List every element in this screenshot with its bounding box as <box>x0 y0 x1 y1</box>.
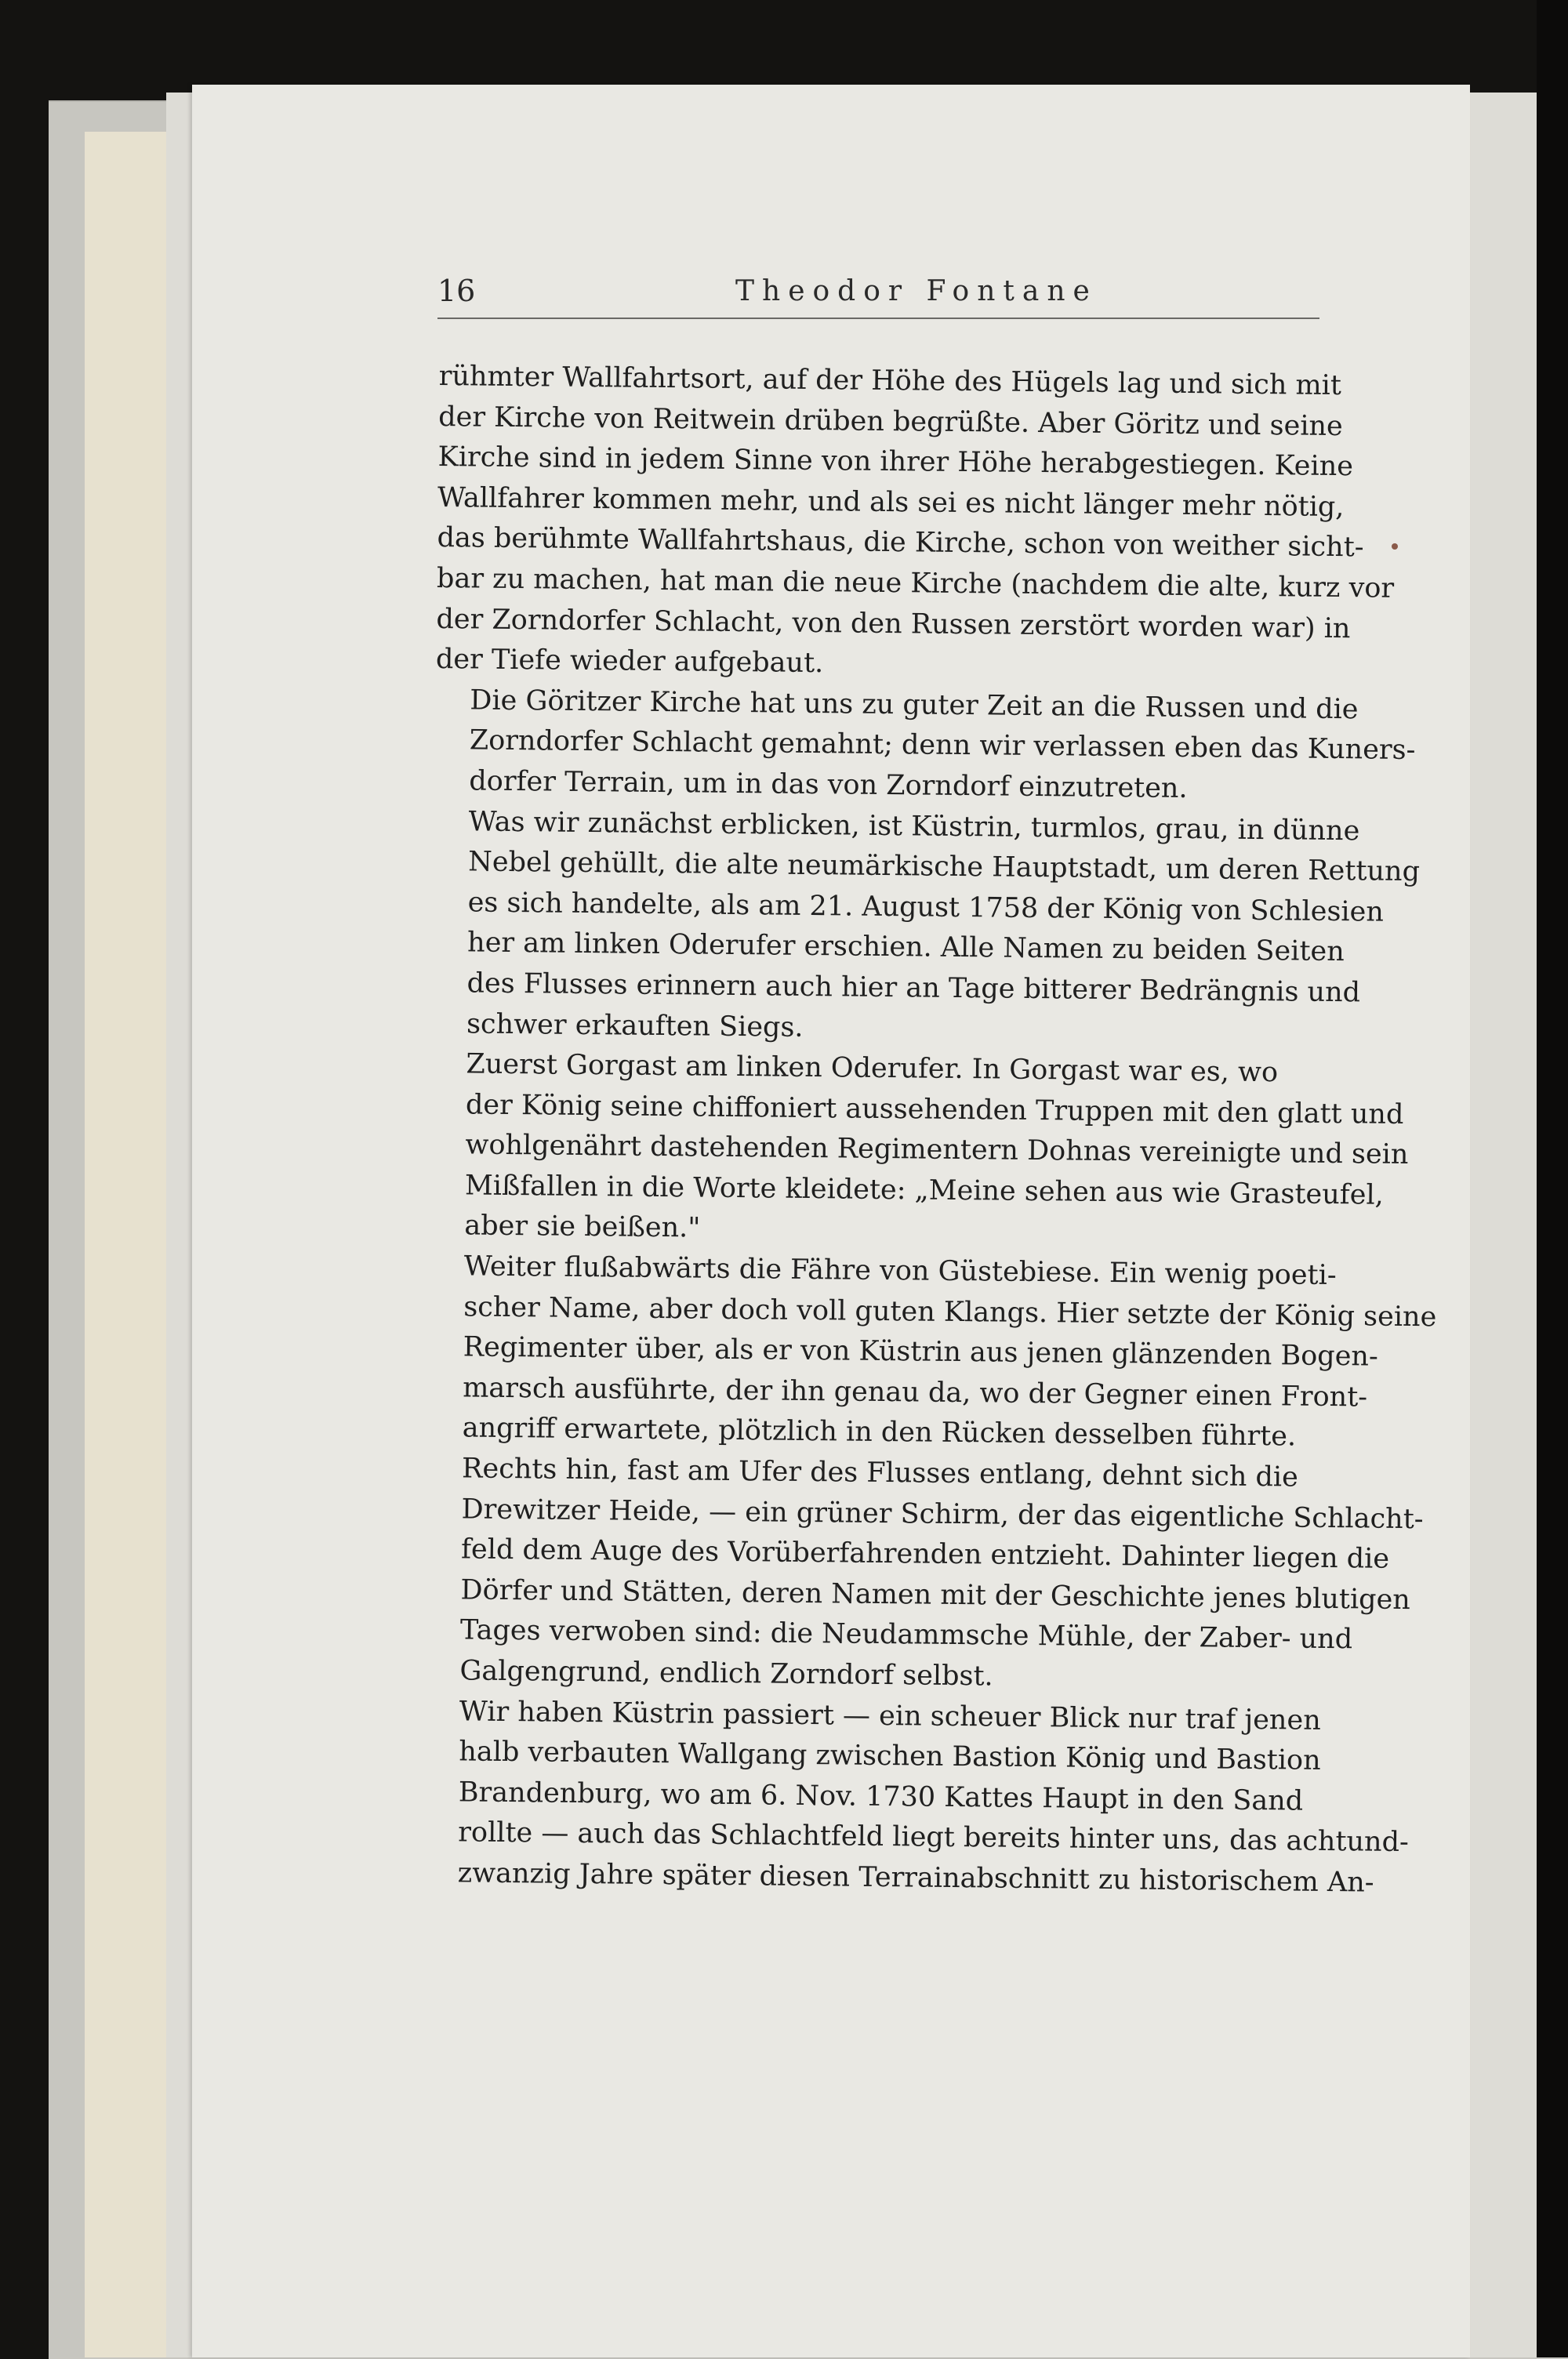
text-line: halb verbauten Wallgang zwischen Bastion König und Bastion <box>459 1736 1321 1777</box>
text-line: der Tiefe wieder aufgebaut. <box>435 644 824 680</box>
body-text <box>423 357 1437 1903</box>
text-line: marsch ausführte, der ihn genau da, wo der Gegner einen Front- <box>463 1372 1368 1414</box>
text-line: Zuerst Gorgast am linken Oderufer. In Gorgast war es, wo <box>466 1048 1279 1089</box>
text-line: wohlgenährt dastehenden Regimentern Dohnas vereinigte und sein <box>465 1129 1409 1171</box>
text-line: Drewitzer Heide, — ein grüner Schirm, der das eigentliche Schlacht- <box>461 1493 1424 1535</box>
paper-spot <box>1392 543 1398 550</box>
paragraph-1 <box>435 357 1395 689</box>
text-line: zwanzig Jahre später diesen Terrainabschnitt zu historischem An- <box>457 1857 1374 1899</box>
running-title: Theodor Fontane <box>735 275 1098 307</box>
text-line: her am linken Oderufer erschien. Alle Namen zu beiden Seiten <box>466 927 1345 968</box>
paragraph-4 <box>430 1044 1409 1256</box>
text-line: Rechts hin, fast am Ufer des Flusses entlang, dehnt sich die <box>461 1453 1299 1493</box>
text-line: Mißfallen in die Worte kleidete: „Meine sehen aus wie Grasteufel, <box>464 1170 1384 1211</box>
text-line: bar zu machen, hat man die neue Kirche (nachdem die alte, kurz vor <box>436 562 1395 604</box>
text-line: dorfer Terrain, um in das von Zorndorf einzutreten. <box>469 765 1188 804</box>
text-line: der König seine chiffoniert aussehenden Truppen mit den glatt und <box>465 1089 1404 1131</box>
page-number: 16 <box>437 274 476 308</box>
text-line: des Flusses erinnern auch hier an Tage bitterer Bedrängnis und <box>466 967 1361 1009</box>
paragraph-7 <box>423 1692 1410 1904</box>
text-line: Brandenburg, wo am 6. Nov. 1730 Kattes Haupt in den Sand <box>458 1777 1304 1817</box>
text-line: feld dem Auge des Vorüberfahrenden entzieht. Dahinter liegen die <box>460 1533 1390 1575</box>
text-line: angriff erwartete, plötzlich in den Rücken desselben führte. <box>462 1412 1297 1453</box>
text-line: schwer erkauften Siegs. <box>466 1007 804 1043</box>
text-line: scher Name, aber doch voll guten Klangs. Hier setzte der König seine <box>463 1291 1437 1334</box>
text-line: Nebel gehüllt, die alte neumärkische Hauptstadt, um deren Rettung <box>468 846 1421 888</box>
text-line: Zorndorfer Schlacht gemahnt; denn wir verlassen eben das Kuners- <box>469 724 1416 767</box>
text-line: Wallfahrer kommen mehr, und als sei es nicht länger mehr nötig, <box>437 481 1345 523</box>
paragraph-5 <box>427 1247 1437 1458</box>
text-line: es sich handelte, als am 21. August 1758 der König von Schlesien <box>467 887 1385 928</box>
text-line: der Zorndorfer Schlacht, von den Russen zerstört worden war) in <box>436 603 1351 644</box>
endpaper <box>85 132 171 2357</box>
text-line: rollte — auch das Schlachtfeld liegt bereits hinter uns, das achtund- <box>458 1816 1410 1859</box>
text-line: Tages verwoben sind: die Neudammsche Mühle, der Zaber- und <box>459 1614 1353 1656</box>
text-line: aber sie beißen." <box>464 1210 701 1245</box>
text-line: Dörfer und Stätten, deren Namen mit der Geschichte jenes blutigen <box>460 1574 1411 1616</box>
text-line: Weiter flußabwärts die Fähre von Güstebiese. Ein wenig poeti- <box>463 1250 1337 1292</box>
paragraph-6 <box>425 1449 1424 1700</box>
paragraph-3 <box>432 802 1421 1054</box>
text-line: Galgengrund, endlich Zorndorf selbst. <box>459 1655 993 1693</box>
text-line: Die Göritzer Kirche hat uns zu guter Zeit an die Russen und die <box>470 684 1359 726</box>
text-line: Was wir zunächst erblicken, ist Küstrin, turmlos, grau, in dünne <box>468 805 1360 847</box>
text-line: rühmter Wallfahrtsort, auf der Höhe des Hügels lag und sich mit <box>438 360 1342 402</box>
text-line: Wir haben Küstrin passiert — ein scheuer Blick nur traf jenen <box>459 1695 1321 1737</box>
background-edge <box>1537 0 1568 2357</box>
text-line: das berühmte Wallfahrtshaus, die Kirche, schon von weither sicht- <box>437 522 1364 564</box>
text-line: Kirche sind in jedem Sinne von ihrer Höhe herabgestiegen. Keine <box>437 441 1354 483</box>
running-head <box>437 270 1319 319</box>
text-line: Regimenter über, als er von Küstrin aus jenen glänzenden Bogen- <box>463 1331 1378 1373</box>
text-line: der Kirche von Reitwein drüben begrüßte. Aber Göritz und seine <box>437 401 1343 442</box>
paragraph-2 <box>434 680 1416 811</box>
